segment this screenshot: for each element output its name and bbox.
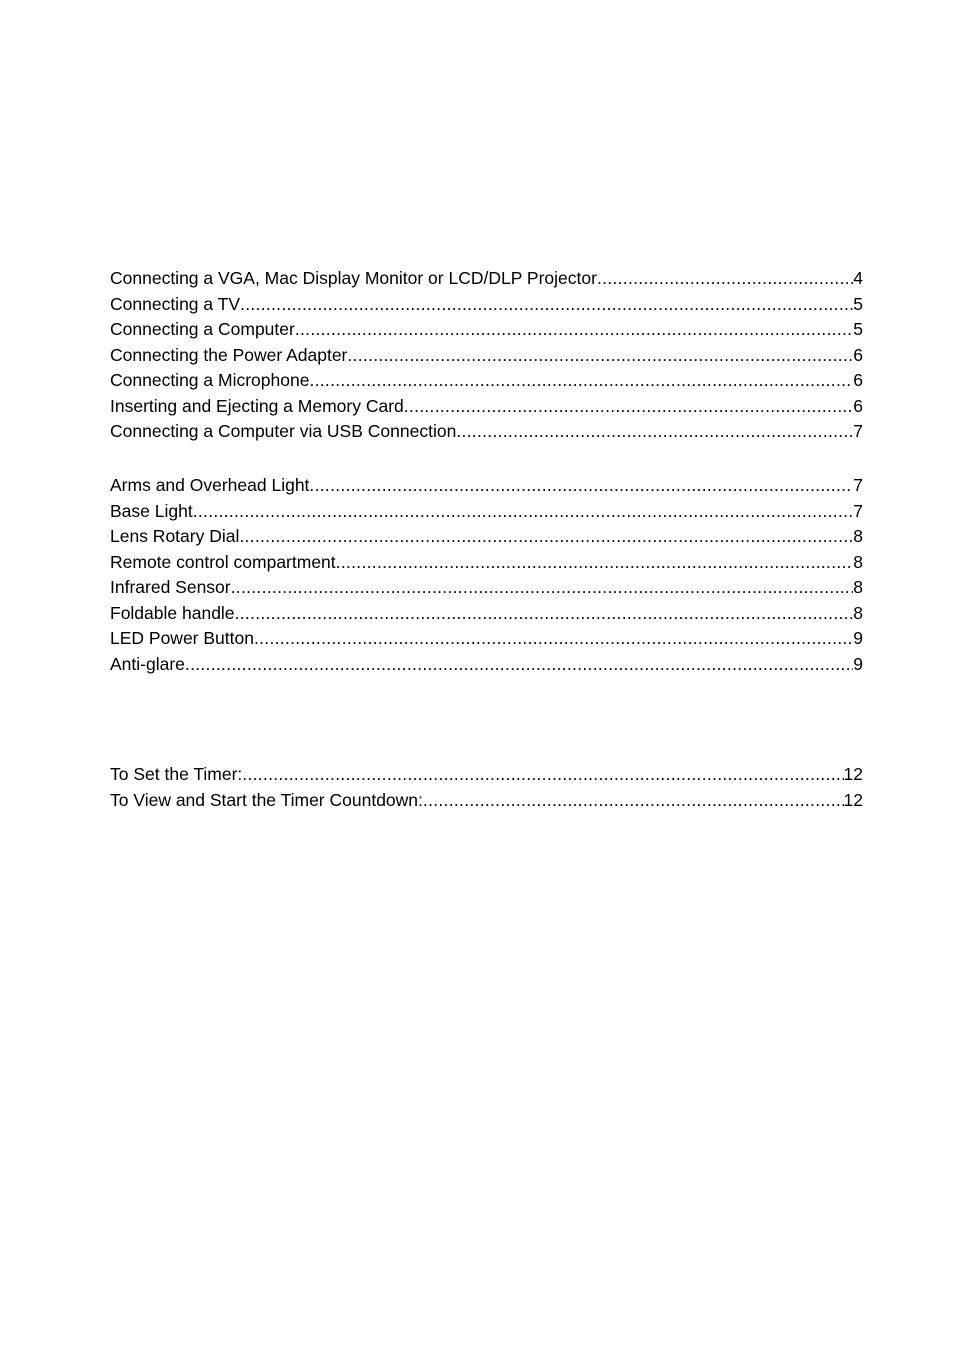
toc-leader-dots [254,626,853,652]
toc-entry[interactable] [110,601,863,627]
toc-entry-page: 9 [853,653,863,674]
toc-leader-dots [193,499,854,525]
toc-leader-dots [309,368,853,394]
toc-entry[interactable] [110,762,863,788]
toc-leader-dots [347,343,853,369]
toc-entry-title: To View and Start the Timer Countdown: [110,789,423,810]
toc-entry-title: Connecting a Computer [110,319,295,339]
toc-entry-page: 5 [853,293,863,314]
toc-entry-page: 12 [843,789,863,810]
toc-entry-page: 5 [853,319,863,339]
toc-group-connections [110,266,863,445]
toc-leader-dots [597,266,853,292]
toc-leader-dots [423,788,844,814]
toc-entry[interactable] [110,394,863,420]
toc-entry-title: Remote control compartment [110,551,336,572]
toc-entry-title: Anti-glare [110,653,185,674]
toc-entry-page: 7 [853,475,863,495]
toc-group-components [110,473,863,677]
toc-leader-dots [235,601,854,627]
toc-entry-title: Connecting the Power Adapter [110,344,348,365]
toc-entry[interactable] [110,266,863,292]
toc-entry-title: Inserting and Ejecting a Memory Card [110,395,404,416]
toc-entry-page: 9 [853,628,863,648]
toc-entry-title: Connecting a Computer via USB Connection [110,421,457,441]
toc-entry-title: Lens Rotary Dial [110,526,240,546]
toc-entry[interactable] [110,473,863,499]
toc-entry[interactable] [110,575,863,601]
toc-entry[interactable] [110,292,863,318]
toc-entry-page: 8 [853,602,863,623]
toc-leader-dots [309,473,853,499]
toc-entry-title: Base Light [110,500,193,521]
toc-entry[interactable] [110,788,863,814]
toc-entry[interactable] [110,626,863,652]
toc-entry-page: 6 [853,370,863,390]
toc-entry[interactable] [110,343,863,369]
toc-entry[interactable] [110,524,863,550]
toc-entry-page: 6 [853,395,863,416]
toc-entry-title: Foldable handle [110,602,235,623]
toc-entry-page: 8 [853,551,863,572]
toc-entry[interactable] [110,419,863,445]
toc-leader-dots [231,575,854,601]
toc-entry-title: Connecting a TV [110,293,241,314]
toc-leader-dots [404,394,854,420]
toc-entry-title: To Set the Timer: [110,764,243,784]
toc-group-timer [110,762,863,813]
toc-entry-title: Connecting a VGA, Mac Display Monitor or LCD/DLP Projector [110,268,597,288]
toc-leader-dots [336,550,854,576]
toc-entry[interactable] [110,550,863,576]
toc-entry[interactable] [110,499,863,525]
toc-entry-page: 8 [853,526,863,546]
toc-entry[interactable] [110,652,863,678]
toc-entry-page: 7 [853,500,863,521]
toc-entry-title: Arms and Overhead Light [110,475,310,495]
toc-entry-page: 6 [853,344,863,365]
toc-leader-dots [242,762,843,788]
toc-entry-title: Infrared Sensor [110,577,231,597]
toc-entry[interactable] [110,368,863,394]
toc-entry-page: 7 [853,421,863,441]
toc-leader-dots [240,292,853,318]
toc-entry-page: 8 [853,577,863,597]
toc-entry-page: 4 [853,268,863,288]
toc-entry-title: Connecting a Microphone [110,370,310,390]
toc-entry-page: 12 [843,764,863,784]
toc-entry[interactable] [110,317,863,343]
toc-leader-dots [185,652,853,678]
toc-entry-title: LED Power Button [110,628,254,648]
toc-leader-dots [239,524,853,550]
toc-leader-dots [456,419,853,445]
toc-leader-dots [295,317,853,343]
